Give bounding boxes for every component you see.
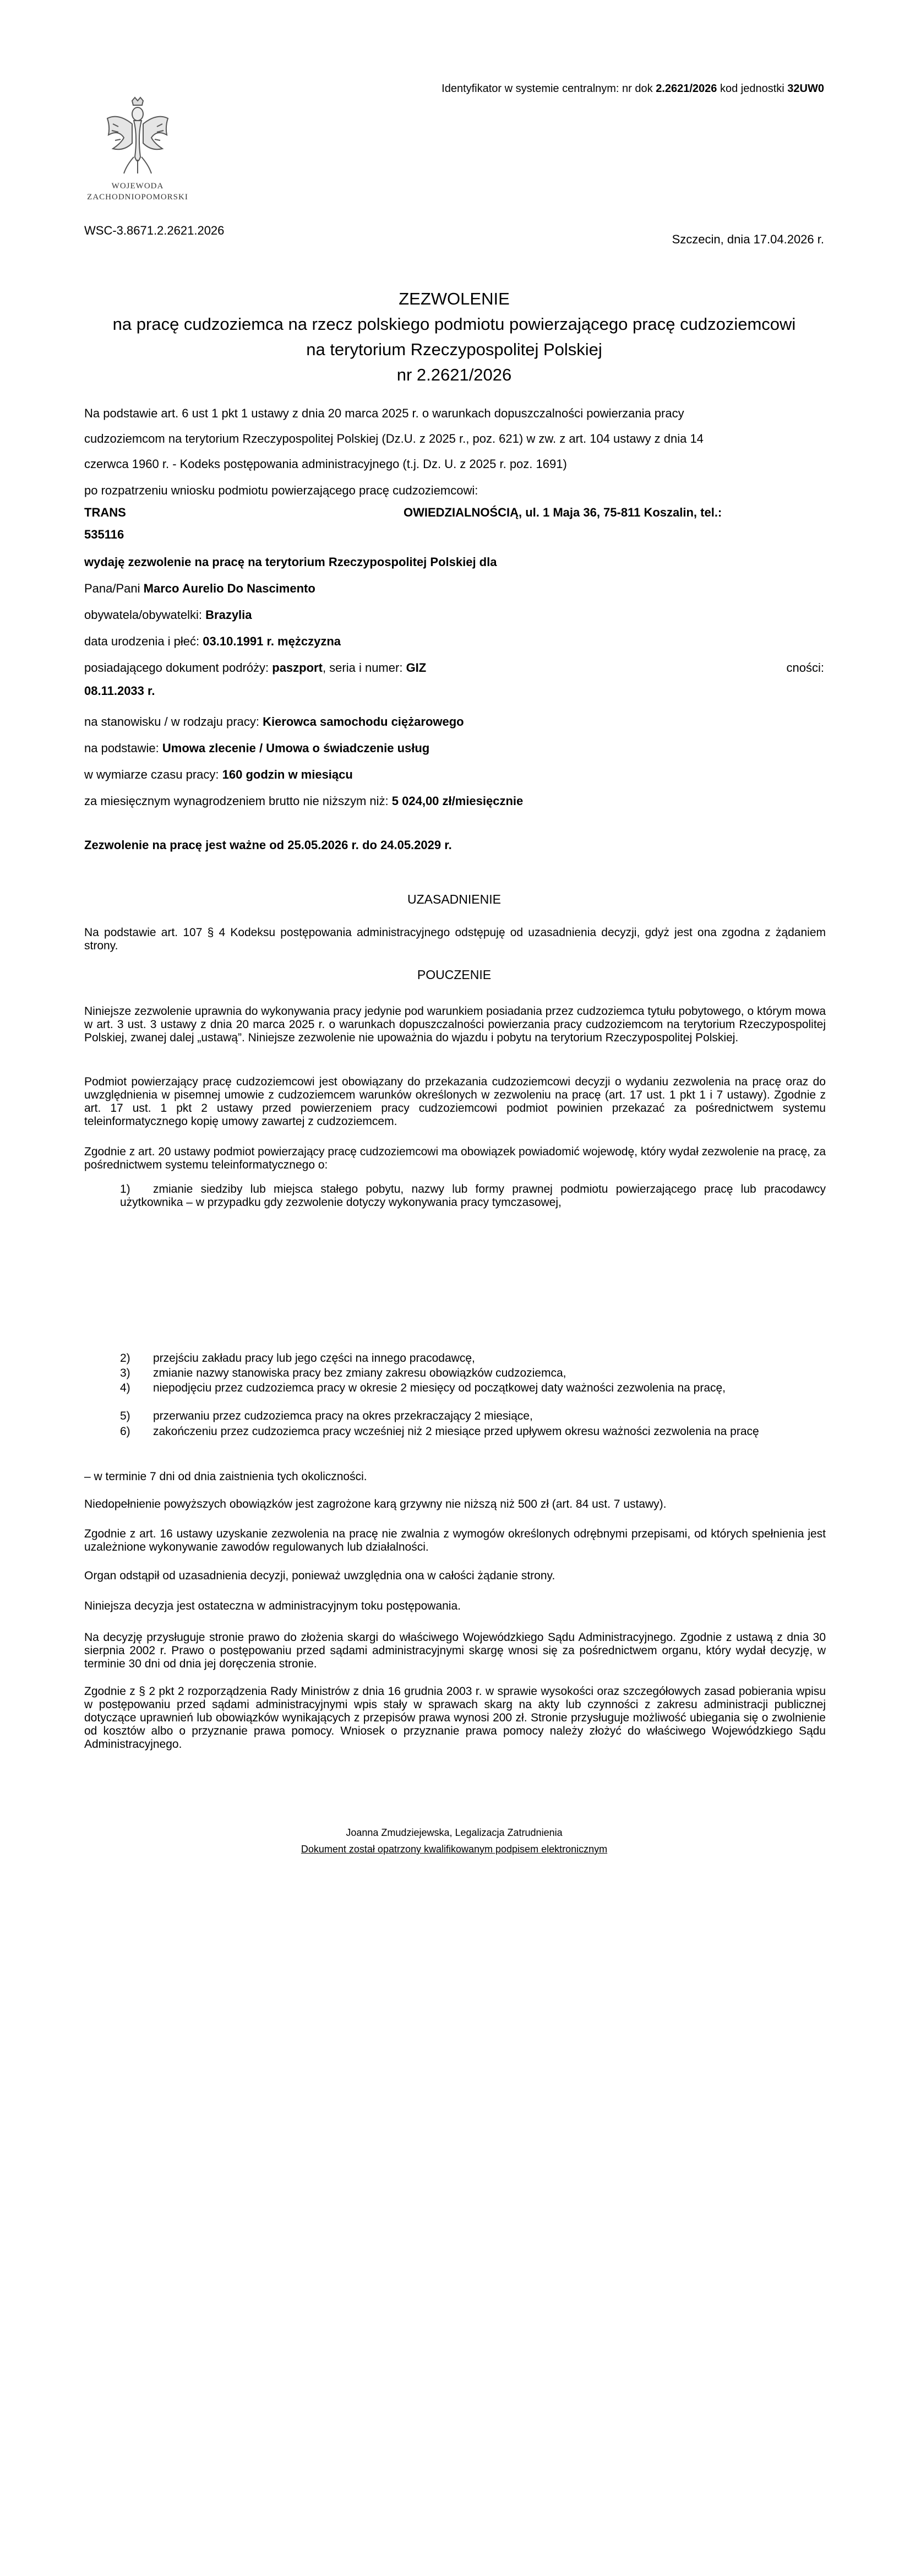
- birth-row: data urodzenia i płeć: 03.10.1991 r. mężczyzna: [84, 634, 341, 648]
- document-title-line3: na terytorium Rzeczypospolitej Polskiej: [306, 340, 602, 359]
- citizenship-row: obywatela/obywatelki: Brazylia: [84, 608, 252, 622]
- position: Kierowca samochodu ciężarowego: [263, 715, 464, 729]
- instruction-p9: Zgodnie z § 2 pkt 2 rozporządzenia Rady Ministrów z dnia 16 grudnia 2003 r. w sprawie wysokości oraz szczegółowych zasad pobierania wpisu w postępowaniu przed sądami administracyjnymi wpis stały w sprawach skarg na akty lub czynności z zakresu administracji publicznej dotyczące uprawnień lub obowiązków wynikających z przepisów prawa wynosi 200 zł. Stronie przysługuje możliwość ubiegania się o zwolnienie od kosztów albo o przyznanie prawa pomocy. Wniosek o przyznanie prawa pomocy należy złożyć do właściwego Wojewódzkiego Sądu Administracyjnego.: [84, 1685, 826, 1751]
- foreigner-name-row: Pana/Pani Marco Aurelio Do Nascimento: [84, 581, 315, 595]
- signer-name: Joanna Zmudziejewska, Legalizacja Zatrudnienia: [346, 1827, 563, 1838]
- foreigner-name: Marco Aurelio Do Nascimento: [143, 581, 315, 595]
- instruction-p3: Zgodnie z art. 20 ustawy podmiot powierzający pracę cudzoziemcowi ma obowiązek powiadomić wojewodę, który wydał zezwolenie na pracę, za pośrednictwem systemu teleinformatycznego o:: [84, 1145, 826, 1171]
- justification-heading: UZASADNIENIE: [407, 892, 501, 906]
- instruction-deadline: – w terminie 7 dni od dnia zaistnienia tych okoliczności.: [84, 1470, 367, 1483]
- employer-phone: 535116: [84, 528, 124, 541]
- city-date: Szczecin, dnia 17.04.2026 r.: [672, 232, 824, 246]
- list-item: 5) przerwaniu przez cudzoziemca pracy na okres przekraczający 2 miesiące,: [120, 1410, 533, 1422]
- unit-label: kod jednostki: [720, 83, 784, 95]
- document-title-line4: nr 2.2621/2026: [396, 365, 512, 384]
- legal-basis-line1: Na podstawie art. 6 ust 1 pkt 1 ustawy z dnia 20 marca 2025 r. o warunkach dopuszczalności powierzania pracy: [84, 406, 684, 420]
- salary-row: za miesięcznym wynagrodzeniem brutto nie niższym niż: 5 024,00 zł/miesięcznie: [84, 794, 524, 808]
- crest-caption-line1: WOJEWODA: [111, 182, 164, 191]
- document-series: GIZ: [406, 661, 427, 675]
- list-item: 4) niepodjęciu przez cudzoziemca pracy w okresie 2 miesięcy od początkowej daty ważności zezwolenia na pracę,: [120, 1382, 726, 1394]
- list-item: 3) zmianie nazwy stanowiska pracy bez zmiany zakresu obowiązków cudzoziemca,: [120, 1367, 566, 1379]
- instruction-p8: Na decyzję przysługuje stronie prawo do złożenia skargi do właściwego Wojewódzkiego Sądu Administracyjnego. Zgodnie z ustawą z dnia 30 sierpnia 2002 r. Prawo o postępowaniu przed sądami administracyjnymi skargę wnosi się za pośrednictwem organu, który wydał decyzję, w terminie 30 dni od dnia jej doręczenia stronie.: [84, 1631, 826, 1670]
- validity-label-end: cności:: [786, 661, 824, 675]
- employer-intro: po rozpatrzeniu wniosku podmiotu powierzającego pracę cudzoziemcowi:: [84, 483, 478, 497]
- travel-document-row: posiadającego dokument podróży: paszport, seria i numer: GIZ: [84, 661, 427, 675]
- contract-basis-row: na podstawie: Umowa zlecenie / Umowa o świadczenie usług: [84, 741, 430, 755]
- citizenship: Brazylia: [205, 608, 252, 622]
- instruction-p4: Niedopełnienie powyższych obowiązków jest zagrożone karą grzywny nie niższą niż 500 zł (art. 84 ust. 7 ustawy).: [84, 1498, 667, 1510]
- justification-text: Na podstawie art. 107 § 4 Kodeksu postępowania administracyjnego odstępuję od uzasadnienia decyzji, gdyż jest ona zgodna z żądaniem strony.: [84, 926, 826, 952]
- list-item: 6) zakończeniu przez cudzoziemca pracy wcześniej niż 2 miesiące przed upływem okresu ważności zezwolenia na pracę: [120, 1425, 759, 1438]
- working-hours: 160 godzin w miesiącu: [222, 768, 353, 781]
- instruction-heading: POUCZENIE: [417, 968, 492, 982]
- instruction-p5: Zgodnie z art. 16 ustawy uzyskanie zezwolenia na pracę nie zwalnia z wymogów określonych odrębnymi przepisami, od których spełnienia jest uzależnione wykonywanie zawodów regulowanych lub działalności.: [84, 1528, 826, 1553]
- issue-line: wydaję zezwolenie na pracę na terytorium Rzeczypospolitej Polskiej dla: [84, 555, 497, 569]
- list-item: 1) zmianie siedziby lub miejsca stałego pobytu, nazwy lub formy prawnej podmiotu powierzającego pracę lub pracodawcy użytkownika – w przypadku gdy zezwolenie dotyczy wykonywania pracy tymczasowej,: [120, 1183, 826, 1209]
- list-item: 2) przejściu zakładu pracy lub jego części na innego pracodawcę,: [120, 1352, 475, 1365]
- document-validity: 08.11.2033 r.: [84, 684, 155, 698]
- instruction-p6: Organ odstąpił od uzasadnienia decyzji, ponieważ uwzględnia ona w całości żądanie strony.: [84, 1569, 555, 1582]
- identifier-label: Identyfikator w systemie centralnym: nr dok: [442, 83, 653, 95]
- employer-name-end: OWIEDZIALNOŚCIĄ, ul. 1 Maja 36, 75-811 Koszalin, tel.:: [404, 506, 722, 519]
- permit-validity: Zezwolenie na pracę jest ważne od 25.05.2026 r. do 24.05.2029 r.: [84, 838, 452, 852]
- case-number: WSC-3.8671.2.2621.2026: [84, 224, 225, 237]
- document-type: paszport: [272, 661, 323, 675]
- contract-basis: Umowa zlecenie / Umowa o świadczenie usług: [162, 741, 430, 755]
- birth-date-gender: 03.10.1991 r. mężczyzna: [203, 634, 341, 648]
- document-title-line2: na pracę cudzoziemca na rzecz polskiego podmiotu powierzającego pracę cudzoziemcowi: [112, 314, 796, 334]
- instruction-p2: Podmiot powierzający pracę cudzoziemcowi jest obowiązany do przekazania cudzoziemcowi decyzji o wydaniu zezwolenia na pracę oraz do uwzględnienia w pisemnej umowie z cudzoziemcem warunków określonych w zezwoleniu na pracę (art. 17 ust. 1 pkt 1 i 7 ustawy). Zgodnie z art. 17 ust. 1 pkt 2 ustawy przed powierzeniem pracy cudzoziemcowi podmiot powinien przekazać za pośrednictwem systemu teleinformatycznego kopię umowy zawartej z cudzoziemcem.: [84, 1075, 826, 1128]
- legal-basis-line3: czerwca 1960 r. - Kodeks postępowania administracyjnego (t.j. Dz. U. z 2025 r. poz. 1691): [84, 457, 567, 471]
- eagle-crest-icon: [102, 96, 173, 179]
- working-hours-row: w wymiarze czasu pracy: 160 godzin w miesiącu: [84, 768, 353, 781]
- position-row: na stanowisku / w rodzaju pracy: Kierowca samochodu ciężarowego: [84, 715, 464, 729]
- crest-caption-line2: ZACHODNIOPOMORSKI: [87, 193, 188, 202]
- instruction-p1: Niniejsze zezwolenie uprawnia do wykonywania pracy jedynie pod warunkiem posiadania przez cudzoziemca tytułu pobytowego, o którym mowa w art. 3 ust. 3 ustawy z dnia 20 marca 2025 r. o warunkach dopuszczalności powierzania pracy cudzoziemcom na terytorium Rzeczypospolitej Polskiej, zwanej dalej „ustawą”. Niniejsze zezwolenie nie upoważnia do wjazdu i pobytu na terytorium Rzeczypospolitej Polskiej.: [84, 1005, 826, 1044]
- legal-basis-line2: cudzoziemcom na terytorium Rzeczypospolitej Polskiej (Dz.U. z 2025 r., poz. 621) w zw. z art. 104 ustawy z dnia 14: [84, 432, 704, 445]
- document-title: ZEZWOLENIE: [399, 289, 510, 308]
- doc-number: 2.2621/2026: [656, 83, 717, 95]
- document-identifier: [442, 83, 824, 95]
- unit-code: 32UW0: [787, 83, 824, 95]
- instruction-p7: Niniejsza decyzja jest ostateczna w administracyjnym toku postępowania.: [84, 1600, 461, 1612]
- salary: 5 024,00 zł/miesięcznie: [391, 794, 524, 808]
- signature-note: Dokument został opatrzony kwalifikowanym podpisem elektronicznym: [301, 1844, 608, 1855]
- employer-name-start: TRANS: [84, 506, 126, 519]
